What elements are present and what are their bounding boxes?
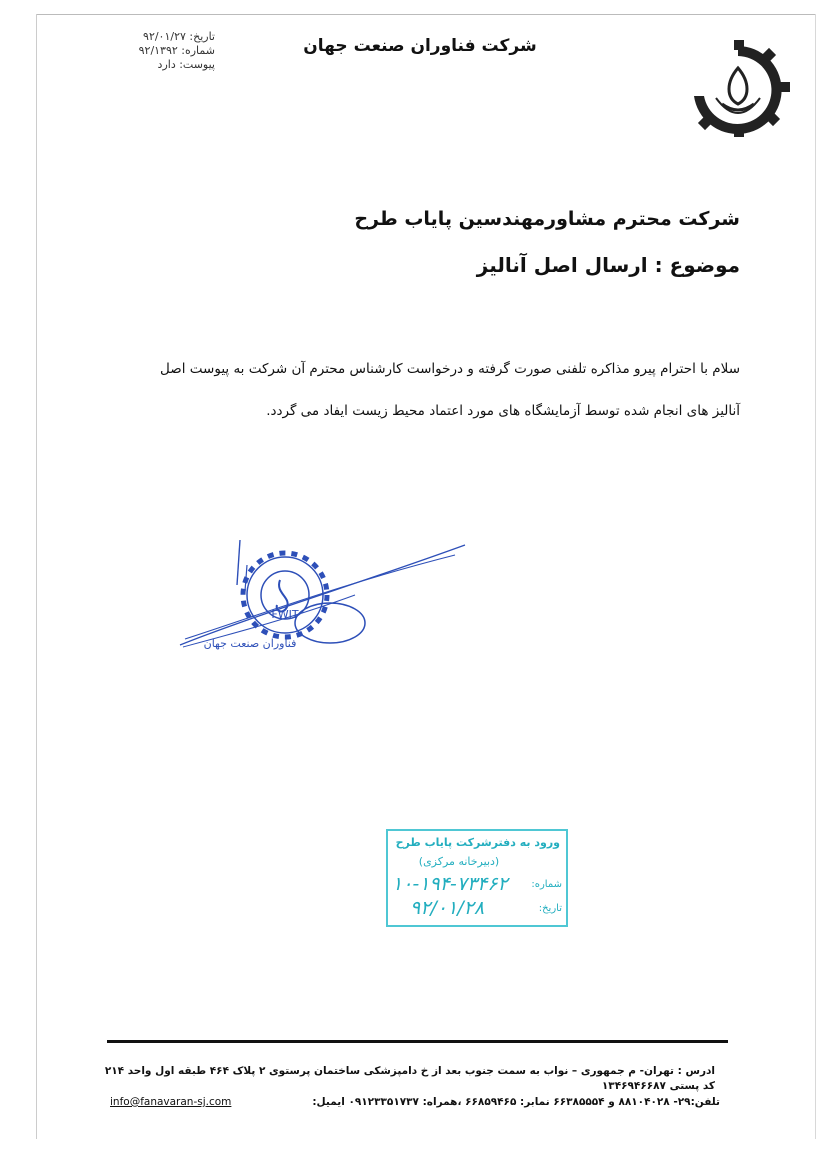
letter-attachment: پیوست: دارد <box>157 58 215 71</box>
signature-and-seal <box>175 535 475 665</box>
seal-ring-text: فناوران صنعت جهان <box>203 637 297 650</box>
company-gear-logo-icon <box>678 38 798 138</box>
footer-address: ادرس : تهران- م جمهوری – نواب به سمت جنوب بعد از خ دامپزشکی ساختمان پرستوی ۲ پلاک ۴۶۴ طبقه اول واحد ۲۱۴ کد پستی ۱۳۴۶۹۴۶۶۸۷ <box>104 1065 715 1092</box>
page-border-right <box>815 14 816 1139</box>
footer-email-link[interactable]: info@fanavaran-sj.com <box>110 1096 232 1108</box>
received-stamp <box>386 829 568 927</box>
page-border-top <box>36 14 816 15</box>
company-name: شرکت فناوران صنعت جهان <box>303 36 537 56</box>
letter-number: شماره: ۹۲/۱۳۹۲ <box>138 44 215 57</box>
letter-body <box>118 348 740 432</box>
letter-metadata <box>95 30 215 72</box>
subject-line: موضوع : ارسال اصل آنالیز <box>476 253 740 277</box>
seal-emblem-text: FWIT <box>271 608 299 621</box>
received-stamp-number-label: شماره: <box>531 879 562 890</box>
footer-phones: تلفن:۲۹- ۸۸۱۰۴۰۲۸ و ۶۶۳۸۵۵۵۴ نمابر: ۶۶۸۵۹۴۶۵ ،همراه: ۰۹۱۲۳۳۵۱۷۳۷ ایمیل: <box>312 1096 720 1108</box>
footer-contact <box>110 1096 720 1108</box>
received-stamp-date: ۹۲/۰۱/۲۸ <box>410 897 485 919</box>
received-stamp-subtitle: (دبیرخانه مرکزی) <box>418 855 500 868</box>
letter-body-line-1: سلام با احترام پیرو مذاکره تلفنی صورت گرفته و درخواست کارشناس محترم آن شرکت به پیوست اصل <box>160 361 740 377</box>
recipient-line: شرکت محترم مشاورمهندسین پایاب طرح <box>354 208 740 230</box>
letter-date: تاریخ: ۹۲/۰۱/۲۷ <box>143 30 215 43</box>
letter-body-line-2: آنالیز های انجام شده توسط آزمایشگاه های مورد اعتماد محیط زیست ایفاد می گردد. <box>266 403 740 419</box>
received-stamp-date-label: تاریخ: <box>538 903 562 914</box>
page-border-left <box>36 14 37 1139</box>
footer-divider <box>107 1040 728 1043</box>
received-stamp-number: ۱۰-۱۹۴-۷۳۴۶۲ <box>392 873 508 895</box>
received-stamp-title: ورود به دفترشرکت پایاب طرح <box>395 836 560 849</box>
